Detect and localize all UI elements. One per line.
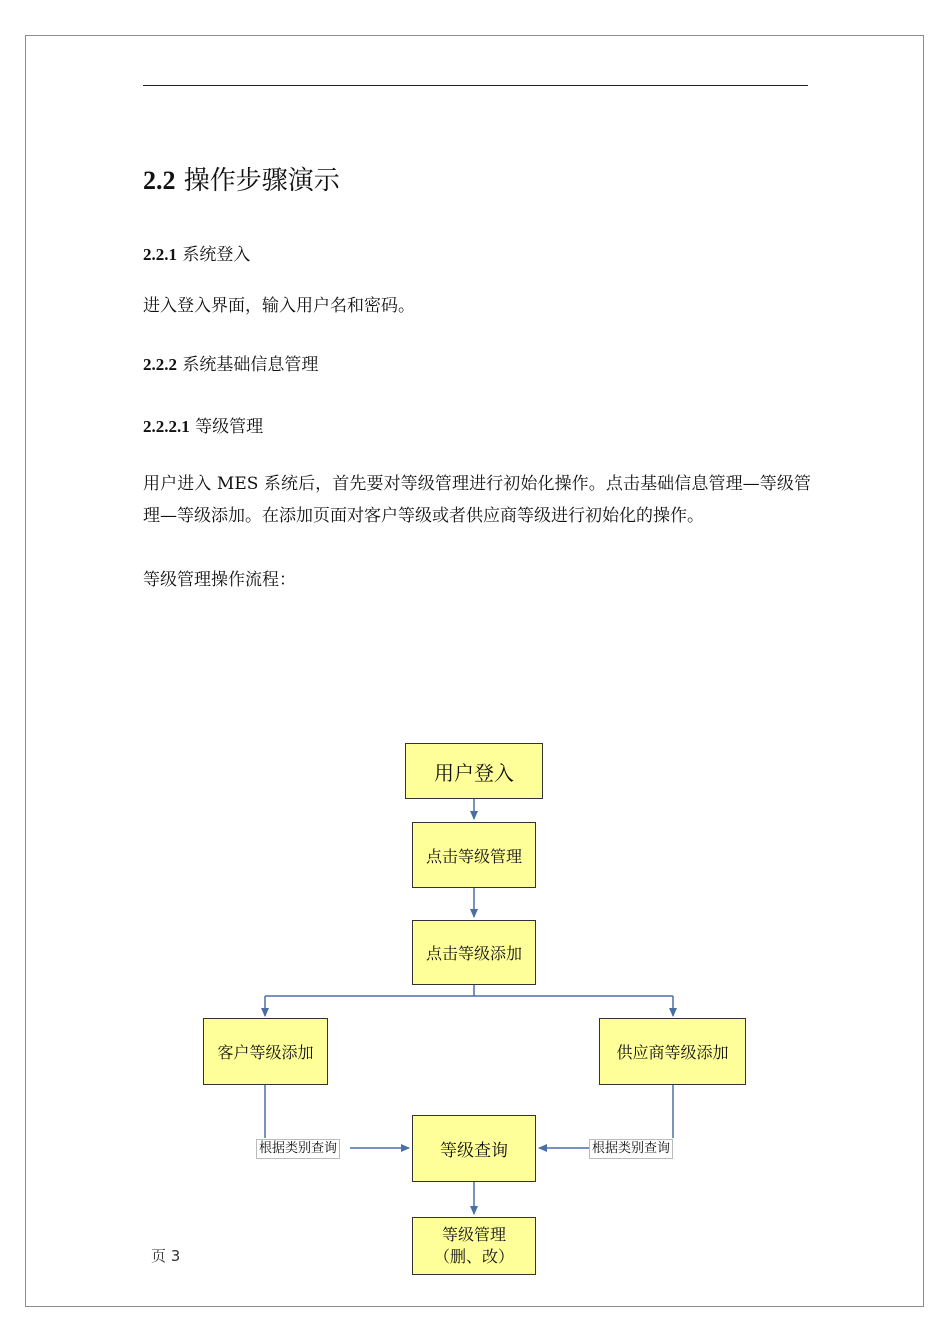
flow-node-manage-edit bbox=[412, 1217, 536, 1275]
flow-node-login: 用户登入 bbox=[405, 743, 543, 799]
flow-node-manage-line1: 等级管理 bbox=[441, 1225, 506, 1244]
subsection-number: 2.2.2 bbox=[143, 355, 177, 374]
flow-caption: 等级管理操作流程： bbox=[143, 570, 296, 590]
flow-node-click-manage: 点击等级管理 bbox=[412, 822, 536, 888]
flow-node-click-add: 点击等级添加 bbox=[412, 920, 536, 985]
section-title: 操作步骤演示 bbox=[183, 166, 340, 196]
flow-node-manage-line2: （删、改） bbox=[433, 1247, 514, 1266]
subsection-title: 等级管理 bbox=[195, 417, 264, 437]
paragraph-login: 进入登入界面，输入用户名和密码。 bbox=[143, 296, 415, 316]
section-number: 2.2 bbox=[143, 166, 176, 195]
subsection-number: 2.2.1 bbox=[143, 245, 177, 264]
flow-node-query: 等级查询 bbox=[412, 1115, 536, 1182]
edge-label-left: 根据类别查询 bbox=[256, 1139, 340, 1159]
subsection-title: 系统基础信息管理 bbox=[182, 355, 319, 375]
paragraph-grade-management: 用户进入 MES 系统后，首先要对等级管理进行初始化操作。点击基础信息管理—等级管理—等级添加。在添加页面对客户等级或者供应商等级进行初始化的操作。 bbox=[143, 474, 811, 526]
edge-label-right: 根据类别查询 bbox=[589, 1139, 673, 1159]
subsection-number: 2.2.2.1 bbox=[143, 417, 190, 436]
flow-node-supplier-add: 供应商等级添加 bbox=[599, 1018, 746, 1085]
flow-node-customer-add: 客户等级添加 bbox=[203, 1018, 328, 1085]
subsection-title: 系统登入 bbox=[182, 245, 251, 265]
page-number: 页 3 bbox=[151, 1247, 181, 1265]
